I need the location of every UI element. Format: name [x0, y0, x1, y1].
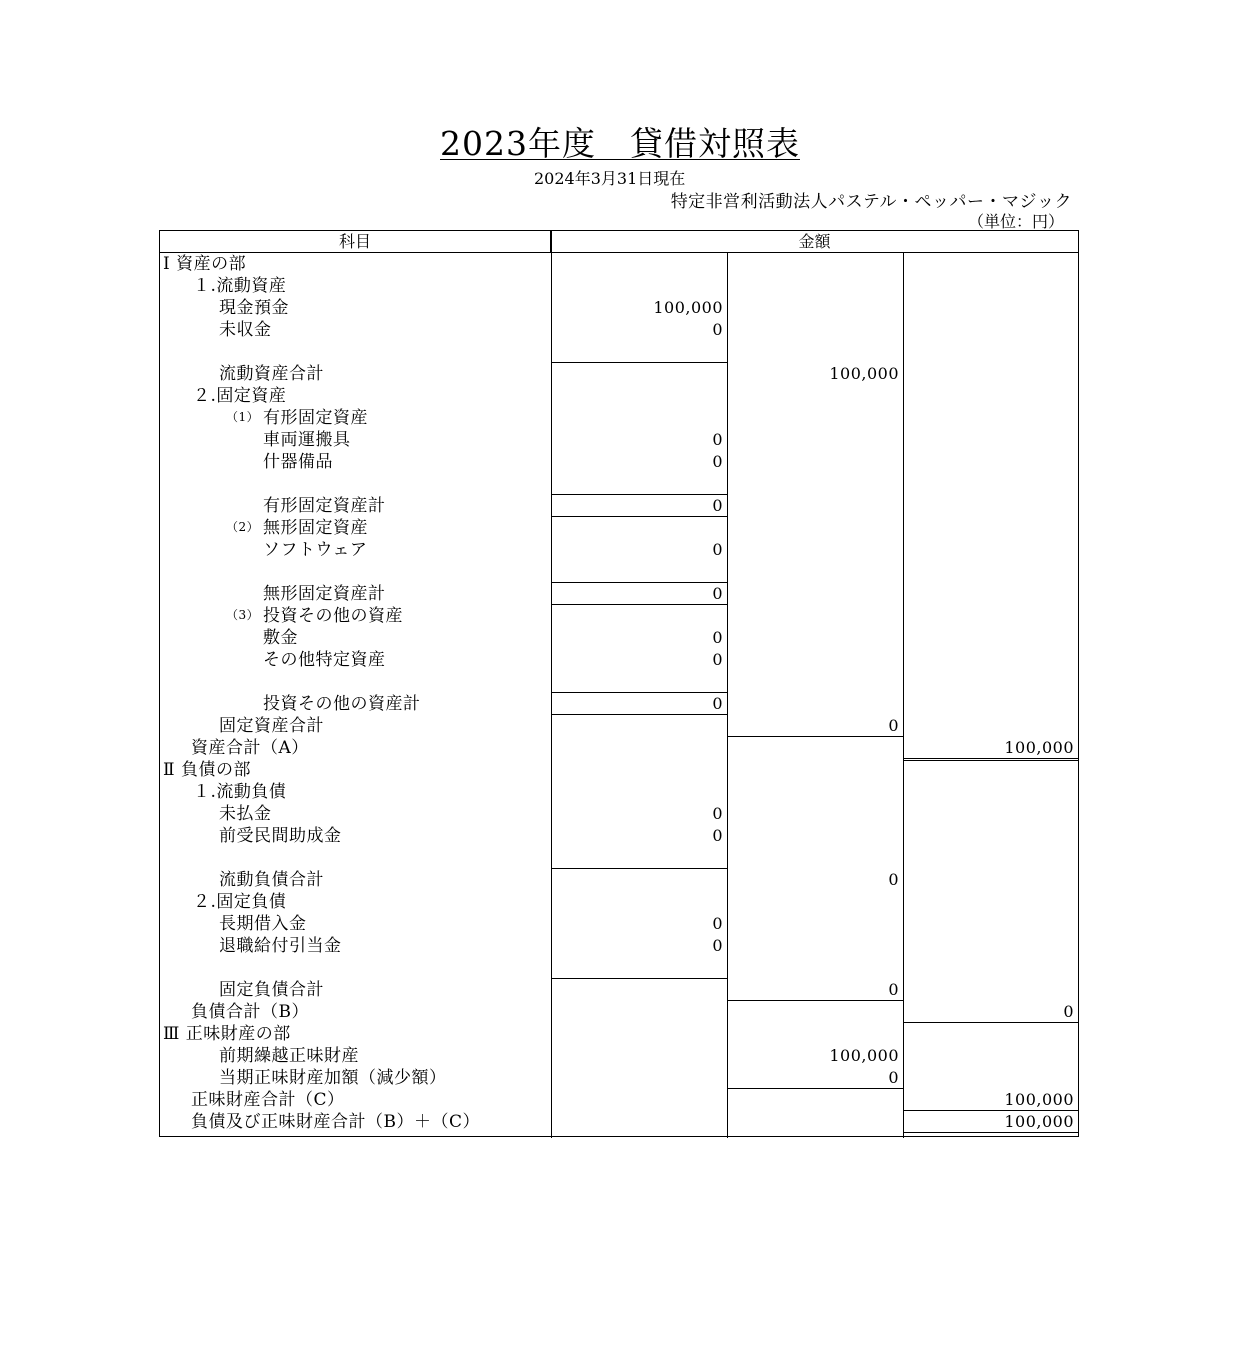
header-amount: 金額	[551, 231, 1078, 253]
account-label: 流動負債合計	[219, 870, 324, 890]
account-label: 負債合計（B）	[191, 1002, 309, 1022]
account-label: 未収金	[219, 320, 272, 340]
account-label: ソフトウェア	[263, 540, 368, 560]
amount-col2: 0	[888, 1068, 899, 1087]
subtotal-rule	[727, 1000, 903, 1001]
account-label: 固定負債合計	[219, 980, 324, 1000]
account-label: Ⅰ 資産の部	[163, 254, 247, 274]
as-of-date: 2024年3月31日現在	[534, 169, 686, 188]
amount-col1: 0	[712, 694, 723, 713]
account-label: 敷金	[263, 628, 298, 648]
subtotal-rule	[551, 714, 727, 715]
document-title: 2023年度 貸借対照表	[440, 124, 800, 163]
account-label: 退職給付引当金	[219, 936, 342, 956]
amount-col1: 0	[712, 320, 723, 339]
subtotal-rule	[551, 494, 727, 495]
account-label: 資産合計（A）	[191, 738, 309, 758]
account-label: 流動資産合計	[219, 364, 324, 384]
account-label: 什器備品	[263, 452, 333, 472]
amount-col1: 0	[712, 430, 723, 449]
amount-col1: 0	[712, 936, 723, 955]
subtotal-rule	[903, 1132, 1078, 1133]
subtotal-rule	[551, 582, 727, 583]
amount-col3: 100,000	[1004, 1112, 1074, 1131]
account-label: 当期正味財産加額（減少額）	[219, 1068, 447, 1088]
account-label: １.流動負債	[193, 782, 287, 802]
amount-col1: 0	[712, 452, 723, 471]
account-label: 負債及び正味財産合計（B）＋（C）	[191, 1112, 480, 1132]
account-label: 有形固定資産計	[263, 496, 386, 516]
account-label: １.流動資産	[193, 276, 287, 296]
account-label: ２.固定資産	[193, 386, 287, 406]
subtotal-rule	[903, 758, 1078, 761]
amount-col1: 0	[712, 650, 723, 669]
account-label: 前期繰越正味財産	[219, 1046, 359, 1066]
subtotal-rule	[727, 736, 903, 737]
balance-sheet-table	[159, 230, 1079, 1137]
amount-col1: 0	[712, 584, 723, 603]
account-label: 未払金	[219, 804, 272, 824]
account-label: 車両運搬具	[263, 430, 351, 450]
amount-col1: 0	[712, 628, 723, 647]
item-marker: （3）	[226, 608, 260, 622]
item-marker: （1）	[226, 410, 260, 424]
account-label: 正味財産合計（C）	[191, 1090, 345, 1110]
account-label: 有形固定資産	[263, 408, 368, 428]
account-label: ２.固定負債	[193, 892, 287, 912]
subtotal-rule	[551, 868, 727, 869]
account-label: 投資その他の資産計	[263, 694, 421, 714]
item-marker: （2）	[226, 520, 260, 534]
subtotal-rule	[903, 1022, 1078, 1023]
account-label: 無形固定資産	[263, 518, 368, 538]
unit-label: （単位：円）	[967, 212, 1064, 231]
account-label: 現金預金	[219, 298, 289, 318]
subtotal-rule	[551, 516, 727, 517]
amount-col1: 0	[712, 496, 723, 515]
amount-col1: 0	[712, 540, 723, 559]
amount-col3: 100,000	[1004, 1090, 1074, 1109]
amount-col1: 0	[712, 914, 723, 933]
organization-name: 特定非営利活動法人パステル・ペッパー・マジック	[670, 192, 1072, 212]
subtotal-rule	[551, 362, 727, 363]
amount-col2: 0	[888, 980, 899, 999]
subtotal-rule	[903, 1110, 1078, 1111]
amount-col2: 100,000	[829, 1046, 899, 1065]
account-label: その他特定資産	[263, 650, 386, 670]
subtotal-rule	[551, 692, 727, 693]
document-title-wrap	[0, 118, 1240, 165]
column-rule-3	[903, 253, 904, 1138]
account-label: 無形固定資産計	[263, 584, 386, 604]
account-label: 長期借入金	[219, 914, 307, 934]
amount-col2: 0	[888, 716, 899, 735]
amount-col2: 0	[888, 870, 899, 889]
column-rule-2	[727, 253, 728, 1138]
column-rule-1	[551, 231, 552, 1138]
amount-col3: 0	[1063, 1002, 1074, 1021]
subtotal-rule	[551, 604, 727, 605]
account-label: 投資その他の資産	[263, 606, 403, 626]
subtotal-rule	[727, 1088, 903, 1089]
account-label: 固定資産合計	[219, 716, 324, 736]
amount-col1: 0	[712, 826, 723, 845]
amount-col1: 0	[712, 804, 723, 823]
account-label: Ⅱ 負債の部	[163, 760, 251, 780]
account-label: 前受民間助成金	[219, 826, 342, 846]
amount-col3: 100,000	[1004, 738, 1074, 757]
header-subject: 科目	[160, 231, 551, 253]
subtotal-rule	[551, 978, 727, 979]
amount-col2: 100,000	[829, 364, 899, 383]
amount-col1: 100,000	[653, 298, 723, 317]
account-label: Ⅲ 正味財産の部	[163, 1024, 291, 1044]
